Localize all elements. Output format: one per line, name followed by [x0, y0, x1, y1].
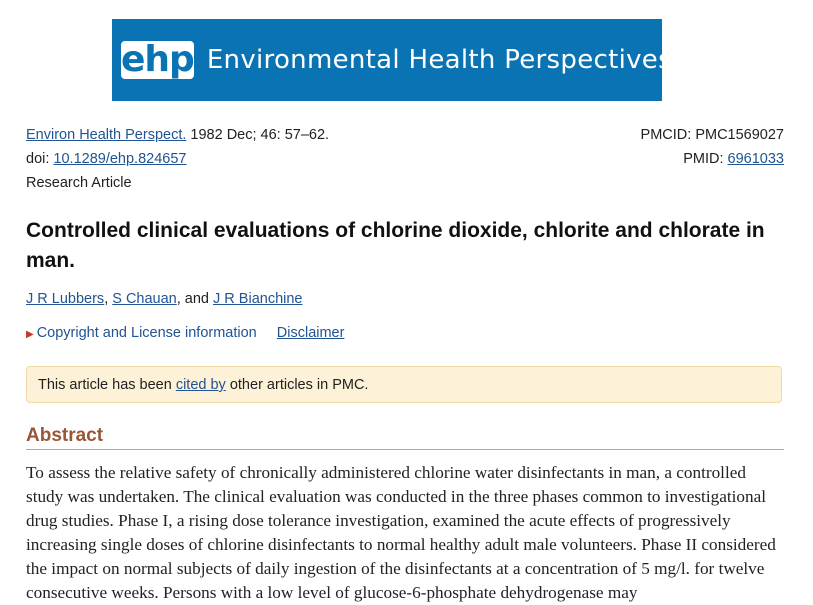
- citation-line: [26, 123, 329, 147]
- ehp-logo: [121, 41, 194, 79]
- abstract-heading: Abstract: [26, 424, 784, 450]
- pmid-line: [641, 147, 784, 171]
- doi-line: [26, 147, 329, 171]
- article-links: [26, 322, 344, 346]
- article-ids: [641, 123, 784, 171]
- article-title: Controlled clinical evaluations of chlorine dioxide, chlorite and chlorate in man.: [26, 219, 765, 272]
- citation-info: [26, 123, 329, 195]
- disclaimer-link[interactable]: Disclaimer: [276, 325, 345, 341]
- journal-link[interactable]: Environ Health Perspect.: [26, 127, 187, 143]
- citation-details: 1982 Dec; 46: 57–62.: [190, 127, 330, 143]
- abstract-body: To assess the relative safety of chronically administered chlorine water disinfectants in man, a controlled study was undertaken. The clinical evaluation was conducted in the three phases common to investigational drug studies. Phase I, a rising dose tolerance investigation, examined the acute effects of progressively increasing single doses of chlorine disinfectants to normal healthy adult male volunteers. Phase II considered the impact on normal subjects of daily ingestion of the disinfectants at a concentration of 5 mg/l. for twelve consecutive weeks. Persons with a low level of glucose-6-phosphate dehydrogenase may: [26, 463, 776, 602]
- cited-by-link[interactable]: cited by: [175, 377, 226, 393]
- author-separator: ,: [104, 291, 109, 307]
- pmcid-line: [641, 123, 784, 147]
- journal-banner[interactable]: [112, 19, 672, 101]
- author-link[interactable]: J R Bianchine: [213, 291, 303, 307]
- logo-text: ehp: [121, 39, 194, 80]
- pmid-link[interactable]: 6961033: [727, 151, 784, 167]
- pmid-label: PMID:: [683, 151, 724, 167]
- author-link[interactable]: J R Lubbers: [26, 291, 105, 307]
- notice-text-after: other articles in PMC.: [229, 377, 369, 393]
- notice-text-before: This article has been: [38, 377, 172, 393]
- author-link[interactable]: S Chauan: [112, 291, 177, 307]
- author-list: [26, 288, 303, 310]
- copyright-toggle[interactable]: Copyright and License information: [36, 325, 257, 341]
- article-type: Research Article: [26, 175, 132, 191]
- cited-by-notice: [26, 366, 782, 403]
- journal-name: Environmental Health Perspectives: [206, 45, 672, 75]
- expand-triangle-icon: ▶: [26, 329, 34, 340]
- pmcid-value: PMC1569027: [695, 127, 784, 143]
- pmcid-label: PMCID:: [640, 127, 692, 143]
- doi-link[interactable]: 10.1289/ehp.824657: [53, 151, 187, 167]
- doi-label: doi:: [26, 151, 50, 167]
- author-separator: , and: [176, 291, 209, 307]
